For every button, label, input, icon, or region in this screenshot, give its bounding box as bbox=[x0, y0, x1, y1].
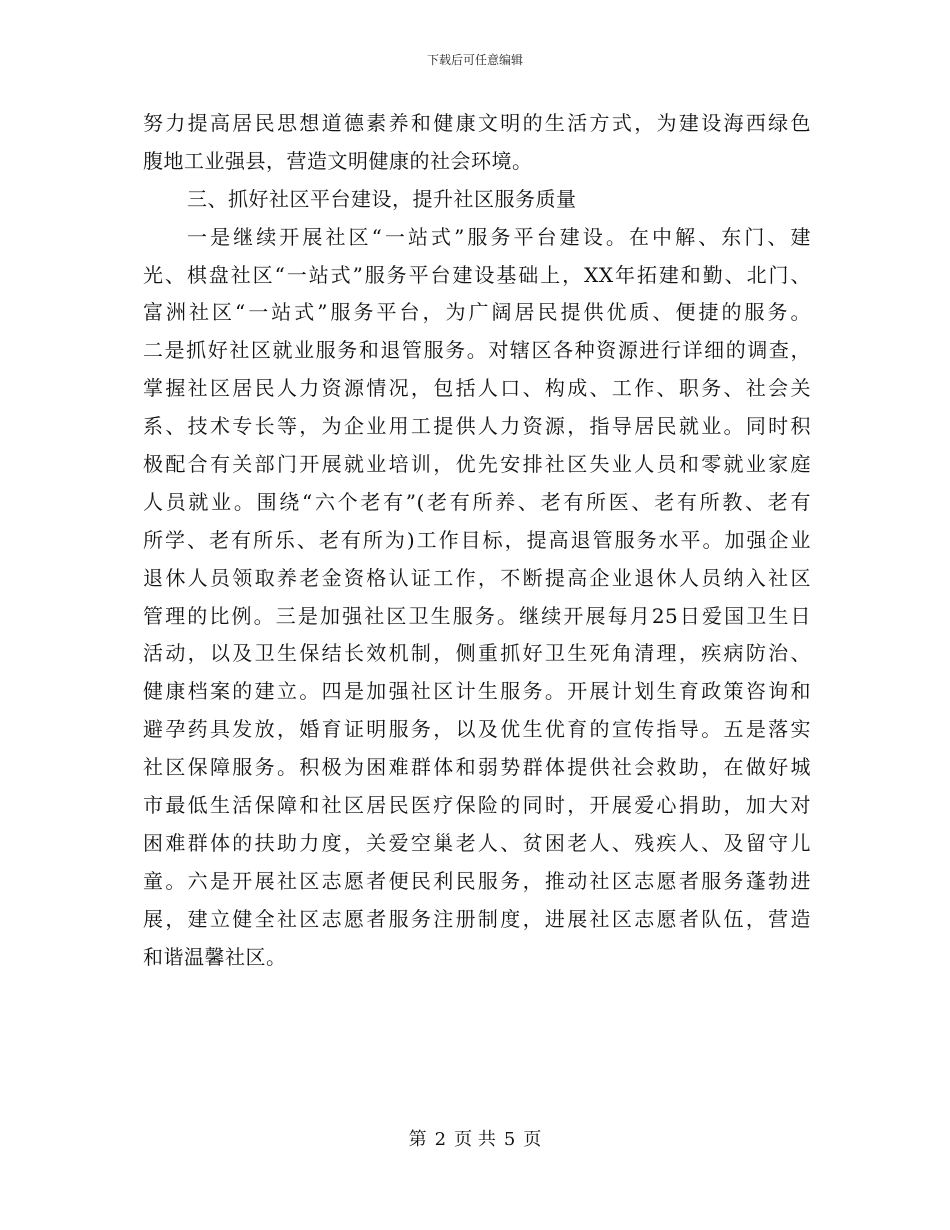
body-line: 所学、老有所乐、老有所为)工作目标，提高退管服务水平。加强企业 bbox=[143, 527, 811, 552]
body-line: 腹地工业强县，营造文明健康的社会环境。 bbox=[143, 148, 533, 173]
body-line: 展，建立健全社区志愿者服务注册制度，进展社区志愿者队伍，营造 bbox=[143, 906, 811, 931]
body-line: 极配合有关部门开展就业培训，优先安排社区失业人员和零就业家庭 bbox=[143, 452, 811, 477]
body-line: 市最低生活保障和社区居民医疗保险的同时，开展爱心捐助，加大对 bbox=[143, 793, 811, 818]
body-line: 避孕药具发放，婚育证明服务，以及优生优育的宣传指导。五是落实 bbox=[143, 717, 811, 742]
page-current-number: 2 bbox=[434, 1129, 447, 1150]
document-body bbox=[143, 105, 811, 976]
page-suffix: 页 bbox=[523, 1129, 542, 1150]
page-total-number: 5 bbox=[503, 1129, 516, 1150]
body-line: 社区保障服务。积极为困难群体和弱势群体提供社会救助，在做好城 bbox=[143, 755, 811, 780]
page-mid-text: 页 共 bbox=[454, 1129, 496, 1150]
body-line: 管理的比例。三是加强社区卫生服务。继续开展每月25日爱国卫生日 bbox=[143, 603, 811, 628]
body-line: 富洲社区“一站式”服务平台，为广阔居民提供优质、便捷的服务。 bbox=[143, 300, 811, 325]
body-line: 健康档案的建立。四是加强社区计生服务。开展计划生育政策咨询和 bbox=[143, 679, 811, 704]
body-line: 一是继续开展社区“一站式”服务平台建设。在中解、东门、建 bbox=[187, 224, 811, 249]
body-line: 人员就业。围绕“六个老有”(老有所养、老有所医、老有所教、老有 bbox=[143, 489, 811, 514]
body-line: 退休人员领取养老金资格认证工作，不断提高企业退休人员纳入社区 bbox=[143, 565, 811, 590]
body-line: 光、棋盘社区“一站式”服务平台建设基础上，XX年拓建和勤、北门、 bbox=[143, 262, 811, 287]
page-prefix: 第 bbox=[408, 1129, 427, 1150]
body-line: 活动，以及卫生保结长效机制，侧重抓好卫生死角清理，疾病防治、 bbox=[143, 641, 811, 666]
body-line: 系、技术专长等，为企业用工提供人力资源，指导居民就业。同时积 bbox=[143, 414, 811, 439]
body-line: 和谐温馨社区。 bbox=[143, 944, 287, 969]
body-line: 童。六是开展社区志愿者便民利民服务，推动社区志愿者服务蓬勃进 bbox=[143, 868, 811, 893]
section-heading: 三、抓好社区平台建设，提升社区服务质量 bbox=[187, 186, 577, 211]
body-line: 掌握社区居民人力资源情况，包括人口、构成、工作、职务、社会关 bbox=[143, 376, 811, 401]
page-footer bbox=[0, 1128, 950, 1152]
page-header-note: 下载后可任意编辑 bbox=[426, 53, 523, 67]
body-line: 二是抓好社区就业服务和退管服务。对辖区各种资源进行详细的调查， bbox=[143, 338, 811, 363]
body-line: 困难群体的扶助力度，关爱空巢老人、贫困老人、残疾人、及留守儿 bbox=[143, 830, 811, 855]
body-line: 努力提高居民思想道德素养和健康文明的生活方式，为建设海西绿色 bbox=[143, 111, 811, 135]
